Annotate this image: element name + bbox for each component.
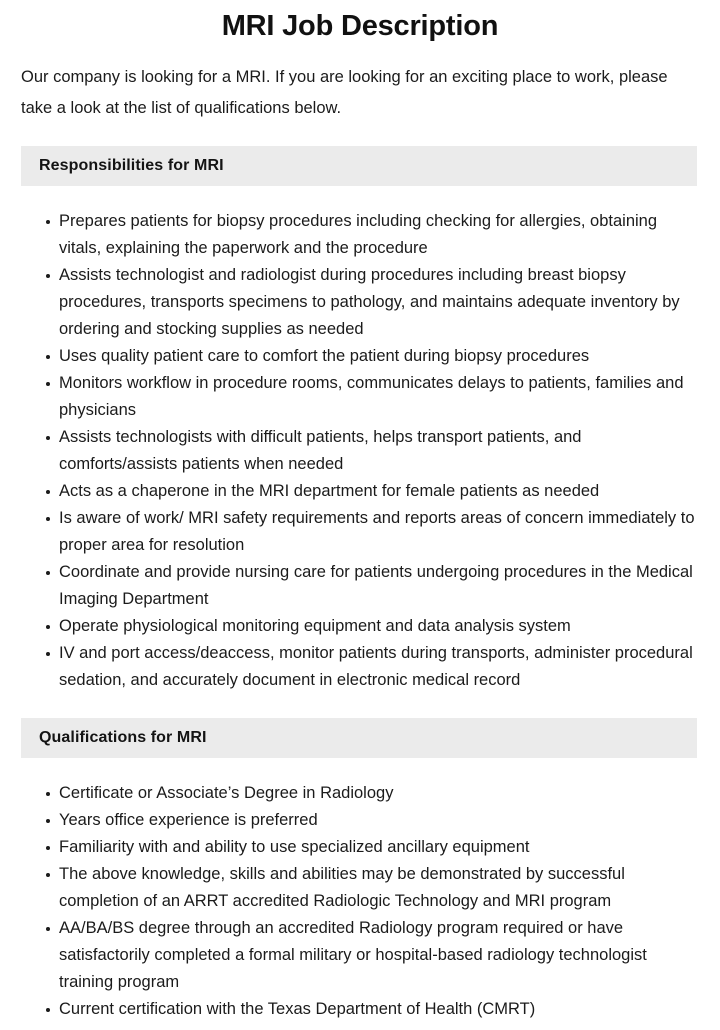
spacer-header-to-list	[0, 758, 720, 780]
section-heading-label: Qualifications for MRI	[39, 729, 207, 746]
list-item: Prepares patients for biopsy procedures including checking for allergies, obtaining vitals, explaining the paperwork and the procedure	[46, 208, 698, 262]
spacer-between-sections	[0, 694, 720, 718]
list-item: Familiarity with and ability to use specialized ancillary equipment	[46, 834, 698, 861]
qualifications-list	[0, 780, 720, 1023]
list-item: The above knowledge, skills and abilities may be demonstrated by successful completion of an ARRT accredited Radiologic Technology and MRI program	[46, 861, 698, 915]
responsibilities-list	[0, 208, 720, 694]
list-item: Assists technologists with difficult patients, helps transport patients, and comforts/assists patients when needed	[46, 424, 698, 478]
list-item: Current certification with the Texas Department of Health (CMRT)	[46, 996, 698, 1023]
list-item: Operate physiological monitoring equipment and data analysis system	[46, 613, 698, 640]
page-title: MRI Job Description	[221, 10, 499, 42]
list-item: AA/BA/BS degree through an accredited Radiology program required or have satisfactorily completed a formal military or hospital-based radiology technologist training program	[46, 915, 698, 996]
section-responsibilities	[0, 146, 720, 694]
section-qualifications	[0, 718, 720, 1023]
spacer-intro-to-section	[0, 124, 720, 146]
list-item: Acts as a chaperone in the MRI department for female patients as needed	[46, 478, 698, 505]
section-header-qualifications	[21, 718, 697, 758]
list-item: Assists technologist and radiologist during procedures including breast biopsy procedures, transports specimens to pathology, and maintains adequate inventory by ordering and stocking supplies as needed	[46, 262, 698, 343]
section-header-responsibilities	[21, 146, 697, 186]
list-item: Monitors workflow in procedure rooms, communicates delays to patients, families and physicians	[46, 370, 698, 424]
list-item: IV and port access/deaccess, monitor patients during transports, administer procedural sedation, and accurately document in electronic medical record	[46, 640, 698, 694]
list-item: Coordinate and provide nursing care for patients undergoing procedures in the Medical Imaging Department	[46, 559, 698, 613]
list-item: Certificate or Associate’s Degree in Radiology	[46, 780, 698, 807]
list-item: Years office experience is preferred	[46, 807, 698, 834]
list-item: Is aware of work/ MRI safety requirements and reports areas of concern immediately to proper area for resolution	[46, 505, 698, 559]
list-item: Uses quality patient care to comfort the patient during biopsy procedures	[46, 343, 698, 370]
section-heading-label: Responsibilities for MRI	[39, 157, 224, 174]
spacer-header-to-list	[0, 186, 720, 208]
intro-paragraph: Our company is looking for a MRI. If you are looking for an exciting place to work, please take a look at the list of qualifications below.	[21, 68, 668, 117]
